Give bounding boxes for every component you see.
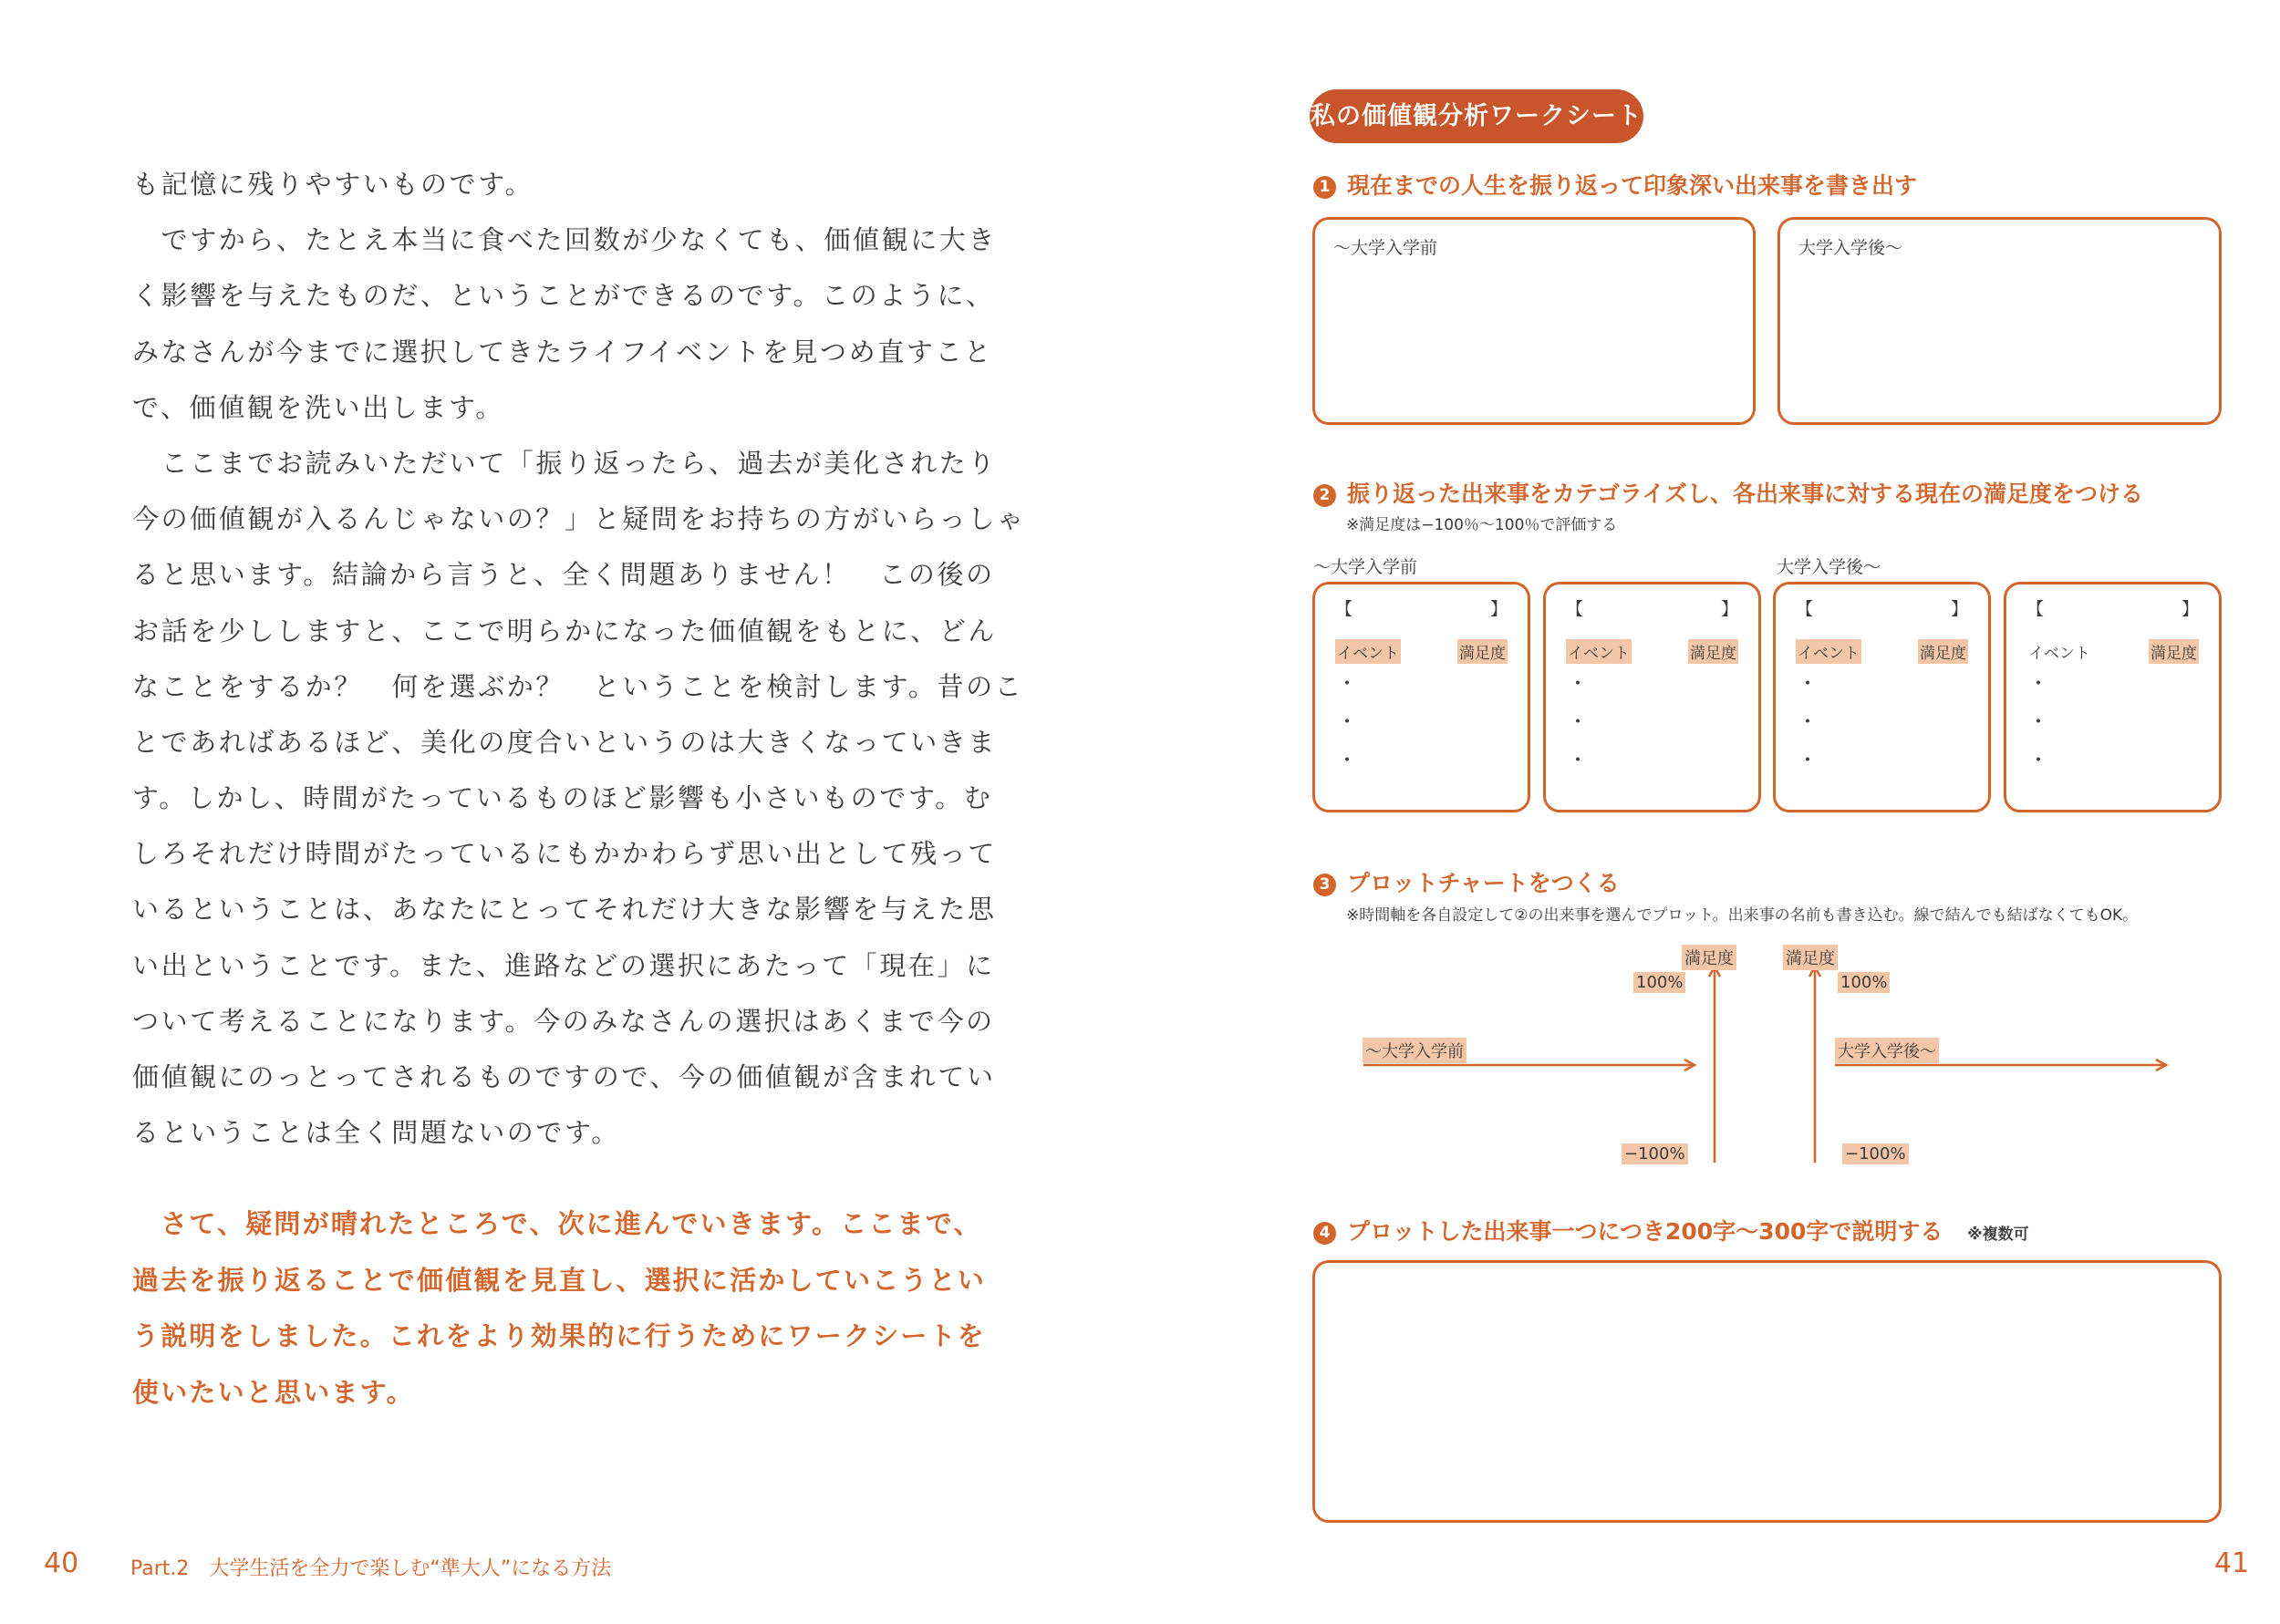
category-box[interactable]	[2004, 582, 2222, 812]
bullet-point: ・	[2028, 673, 2049, 696]
body-line: も記憶に残りやすいものです。	[132, 169, 534, 200]
bullet-point: ・	[1798, 711, 1819, 734]
box-before-label: ～大学入学前	[1333, 238, 1438, 258]
body-line: なことをするか？ 何を選ぶか？ ということを検討します。昔のこ	[132, 670, 1024, 702]
body-line: ここまでお読みいただいて「振り返ったら、過去が美化されたり	[132, 447, 998, 479]
box-after-college[interactable]	[1777, 217, 2222, 425]
bullet-point: ・	[1568, 750, 1589, 772]
box-before-college[interactable]	[1312, 217, 1756, 425]
body-line: 価値観にのっとってされるものですので、今の価値観が含まれてい	[132, 1061, 996, 1092]
section1-heading: 1 現在までの人生を振り返って印象深い出来事を書き出す	[1313, 168, 1917, 201]
body-text	[132, 157, 1026, 1161]
highlight-line: 過去を振り返ることで価値観を見直し、選択に活かしていこうとい	[132, 1264, 987, 1296]
section2-note: ※満足度は−100％～100％で評価する	[1346, 516, 1618, 534]
section2-label-before: ～大学入学前	[1313, 557, 1418, 577]
bracket-close: 】	[2181, 599, 2199, 619]
axis-label-before: ～大学入学前	[1363, 1038, 1466, 1063]
tick-top-right: 100%	[1838, 972, 1890, 993]
highlight-line: う説明をしました。これをより効果的に行うためにワークシートを	[132, 1320, 987, 1351]
axis-label-after: 大学入学後～	[1835, 1038, 1939, 1063]
column-satisfaction: 満足度	[1688, 639, 1738, 664]
tick-bottom-left: −100%	[1622, 1143, 1688, 1164]
column-satisfaction: 満足度	[2149, 639, 2199, 664]
column-event: イベント	[1796, 639, 1861, 664]
bullet-point: ・	[1337, 673, 1358, 696]
bracket-open: 【	[1796, 599, 1814, 619]
bullet-point: ・	[1337, 750, 1358, 772]
body-line: 今の価値観が入るんじゃないの？」と疑問をお持ちの方がいらっしゃ	[132, 503, 1026, 535]
body-line: く影響を与えたものだ、ということができるのです。このように、	[132, 280, 995, 312]
body-line: とであればあるほど、美化の度合いというのは大きくなっていきま	[132, 726, 998, 758]
column-event: イベント	[1566, 639, 1632, 664]
column-event: イベント	[1335, 639, 1401, 664]
body-line: いるということは、あなたにとってそれだけ大きな影響を与えた思	[132, 894, 997, 926]
section4-note: ※複数可	[1967, 1226, 2029, 1244]
y-label-right: 満足度	[1783, 945, 1838, 970]
section1-number: 1	[1313, 176, 1336, 199]
body-line: ですから、たとえ本当に食べた回数が少なくても、価値観に大き	[132, 224, 998, 256]
bullet-point: ・	[1337, 711, 1358, 734]
column-event: イベント	[2028, 645, 2090, 663]
body-line: で、価値観を洗い出します。	[132, 391, 504, 423]
highlight-line: さて、疑問が晴れたところで、次に進んでいきます。ここまで、	[132, 1208, 982, 1239]
bracket-close: 】	[1720, 599, 1738, 619]
section4-number: 4	[1313, 1222, 1336, 1245]
bracket-open: 【	[1335, 599, 1353, 619]
bullet-point: ・	[1568, 673, 1589, 696]
column-satisfaction: 満足度	[1918, 639, 1968, 664]
bullet-point: ・	[2028, 711, 2049, 734]
page-number-left: 40	[44, 1547, 79, 1579]
explanation-box[interactable]	[1312, 1260, 2222, 1523]
plot-chart	[1350, 939, 2198, 1176]
worksheet-title: 私の価値観分析ワークシート	[1310, 89, 1643, 143]
body-line: ついて考えることになります。今のみなさんの選択はあくまで今の	[132, 1005, 995, 1037]
highlight-text	[132, 1196, 987, 1421]
bracket-close: 】	[1950, 599, 1968, 619]
section3-heading: 3 プロットチャートをつくる	[1313, 865, 1620, 898]
category-box[interactable]	[1773, 582, 1991, 812]
section2-label-after: 大学入学後～	[1777, 557, 1881, 577]
body-line: ると思います。結論から言うと、全く問題ありません！ この後の	[132, 559, 995, 591]
section3-note: ※時間軸を各自設定して②の出来事を選んでプロット。出来事の名前も書き込む。線で結んでも結ばなくてもOK。	[1346, 906, 2139, 925]
category-box[interactable]	[1543, 582, 1761, 812]
bracket-close: 】	[1489, 599, 1508, 619]
running-footer: Part.2 大学生活を全力で楽しむ“準大人”になる方法	[130, 1557, 612, 1580]
column-satisfaction: 満足度	[1457, 639, 1508, 664]
body-line: す。しかし、時間がたっているものほど影響も小さいものです。む	[132, 782, 993, 814]
section2-number: 2	[1313, 484, 1336, 507]
bullet-point: ・	[2028, 750, 2049, 772]
bracket-open: 【	[2026, 599, 2045, 619]
category-box[interactable]	[1312, 582, 1530, 812]
section2-heading: 2 振り返った出来事をカテゴライズし、各出来事に対する現在の満足度をつける	[1313, 476, 2143, 509]
section4-heading: 4 プロットした出来事一つにつき200字～300字で説明する ※複数可	[1313, 1214, 2029, 1246]
tick-top-left: 100%	[1633, 972, 1685, 993]
tick-bottom-right: −100%	[1842, 1143, 1909, 1164]
page-number-right: 41	[2214, 1547, 2250, 1579]
body-line: るということは全く問題ないのです。	[132, 1117, 620, 1149]
section3-number: 3	[1313, 874, 1336, 896]
bullet-point: ・	[1798, 750, 1819, 772]
body-line: お話を少ししますと、ここで明らかになった価値観をもとに、どん	[132, 615, 998, 646]
bullet-point: ・	[1568, 711, 1589, 734]
body-line: みなさんが今までに選択してきたライフイベントを見つめ直すこと	[132, 336, 993, 367]
body-line: い出ということです。また、進路などの選択にあたって「現在」に	[132, 949, 995, 981]
box-after-label: 大学入学後～	[1798, 238, 1903, 258]
body-line: しろそれだけ時間がたっているにもかかわらず思い出として残って	[132, 838, 998, 870]
highlight-line: 使いたいと思います。	[132, 1376, 415, 1408]
bracket-open: 【	[1566, 599, 1584, 619]
bullet-point: ・	[1798, 673, 1819, 696]
y-label-left: 満足度	[1682, 945, 1736, 970]
